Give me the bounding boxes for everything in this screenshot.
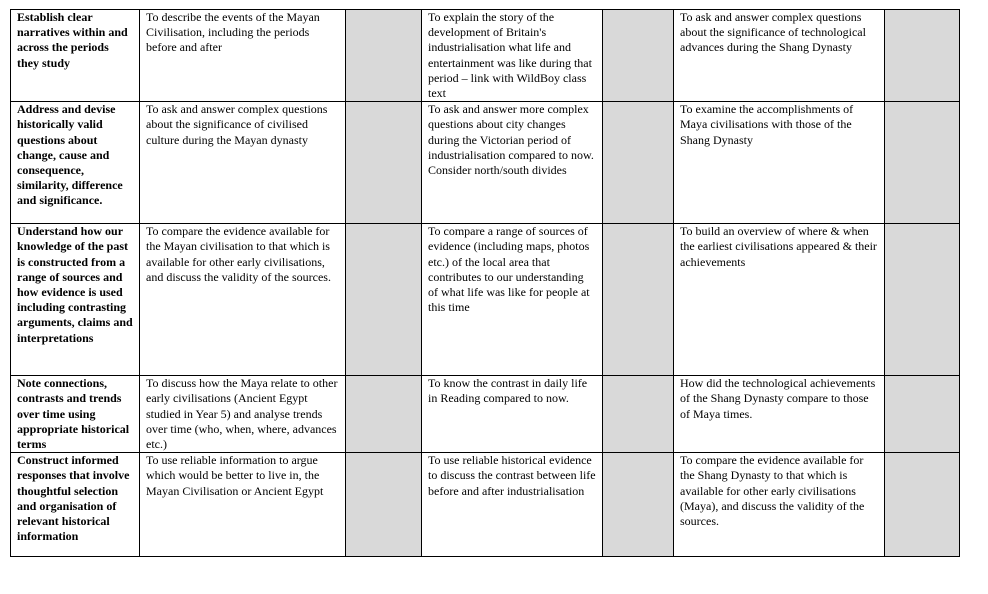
shang-objective-cell: How did the technological achievements of the Shang Dynasty compare to those of Maya times.: [674, 376, 885, 453]
industrial-objective-cell: To use reliable historical evidence to discuss the contrast between life before and after industrialisation: [422, 453, 603, 557]
industrial-objective-cell: To explain the story of the development of Britain's industrialisation what life and entertainment was like during that period – link with WildBoy class text: [422, 10, 603, 102]
industrial-objective-cell: To compare a range of sources of evidence (including maps, photos etc.) of the local area that contributes to our understanding of what life was like for people at this time: [422, 224, 603, 376]
mayan-objective-cell: To compare the evidence available for the Mayan civilisation to that which is available for other early civilisations, and discuss the validity of the sources.: [140, 224, 346, 376]
shaded-cell: [603, 376, 674, 453]
industrial-objective-cell: To know the contrast in daily life in Reading compared to now.: [422, 376, 603, 453]
industrial-objective-cell: To ask and answer more complex questions about city changes during the Victorian period of industrialisation compared to now. Consider north/south divides: [422, 102, 603, 224]
shang-objective-cell: To ask and answer complex questions about the significance of technological advances during the Shang Dynasty: [674, 10, 885, 102]
mayan-objective-cell: To discuss how the Maya relate to other early civilisations (Ancient Egypt studied in Year 5) and analyse trends over time (who, when, where, advances etc.): [140, 376, 346, 453]
history-curriculum-table: [10, 9, 960, 557]
shaded-cell: [603, 102, 674, 224]
table-row: [11, 376, 960, 453]
skill-cell: Address and devise historically valid questions about change, cause and consequence, similarity, difference and significance.: [11, 102, 140, 224]
shaded-cell: [603, 453, 674, 557]
shaded-cell: [885, 453, 960, 557]
shaded-cell: [346, 224, 422, 376]
table-row: [11, 10, 960, 102]
shaded-cell: [346, 376, 422, 453]
mayan-objective-cell: To describe the events of the Mayan Civilisation, including the periods before and after: [140, 10, 346, 102]
shaded-cell: [346, 453, 422, 557]
mayan-objective-cell: To use reliable information to argue which would be better to live in, the Mayan Civilisation or Ancient Egypt: [140, 453, 346, 557]
mayan-objective-cell: To ask and answer complex questions about the significance of civilised culture during the Mayan dynasty: [140, 102, 346, 224]
shaded-cell: [885, 10, 960, 102]
shang-objective-cell: To examine the accomplishments of Maya civilisations with those of the Shang Dynasty: [674, 102, 885, 224]
shaded-cell: [346, 10, 422, 102]
table-row: [11, 224, 960, 376]
skill-cell: Understand how our knowledge of the past is constructed from a range of sources and how evidence is used including contrasting arguments, claims and interpretations: [11, 224, 140, 376]
shaded-cell: [603, 224, 674, 376]
shang-objective-cell: To build an overview of where & when the earliest civilisations appeared & their achievements: [674, 224, 885, 376]
shaded-cell: [346, 102, 422, 224]
shaded-cell: [885, 102, 960, 224]
table-row: [11, 102, 960, 224]
shang-objective-cell: To compare the evidence available for the Shang Dynasty to that which is available for other early civilisations (Maya), and discuss the validity of the sources.: [674, 453, 885, 557]
shaded-cell: [603, 10, 674, 102]
skill-cell: Establish clear narratives within and across the periods they study: [11, 10, 140, 102]
shaded-cell: [885, 376, 960, 453]
skill-cell: Note connections, contrasts and trends over time using appropriate historical terms: [11, 376, 140, 453]
table-row: [11, 453, 960, 557]
skill-cell: Construct informed responses that involve thoughtful selection and organisation of relevant historical information: [11, 453, 140, 557]
shaded-cell: [885, 224, 960, 376]
